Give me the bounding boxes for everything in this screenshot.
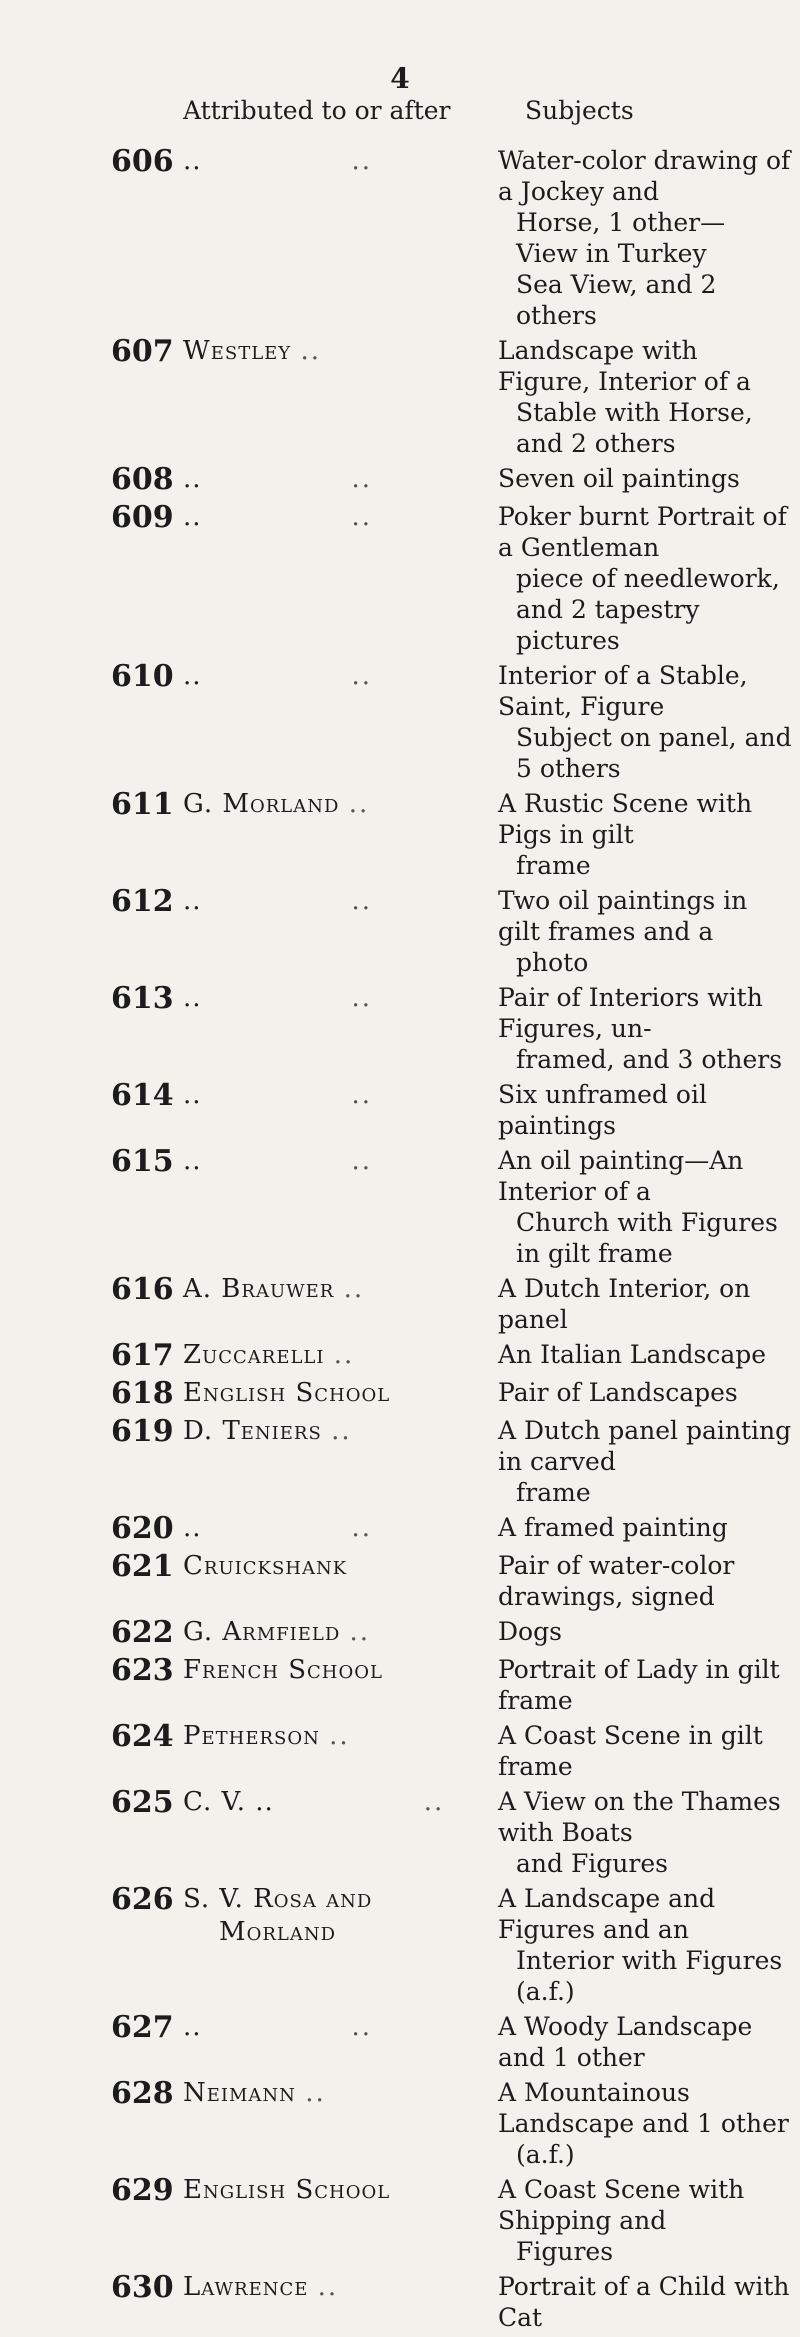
subject-line: Interior with Figures (a.f.)	[516, 1946, 783, 2006]
column-header-subjects: Subjects	[525, 96, 634, 125]
attribution-text-line2: Morland	[219, 1917, 337, 1947]
lot-number: 623	[111, 1653, 174, 1688]
lot-row	[0, 1616, 800, 1650]
subject-line: A Mountainous Landscape and 1 other	[498, 2078, 789, 2138]
subject-line: Dogs	[498, 1617, 562, 1646]
lot-subject	[498, 1145, 800, 1269]
lot-number: 621	[111, 1549, 174, 1584]
lot-row	[0, 1654, 800, 1716]
subject-line: Figures	[516, 2237, 614, 2266]
lot-number: 622	[111, 1615, 174, 1650]
lot-row	[0, 2174, 800, 2267]
lot-subject	[498, 660, 800, 784]
subject-line: An Italian Landscape	[498, 1340, 767, 1369]
attribution-text: ..	[183, 1080, 202, 1110]
leader-dots: ..	[348, 789, 370, 819]
lot-row	[0, 1079, 800, 1141]
lot-number: 616	[111, 1272, 174, 1307]
lot-number: 619	[111, 1414, 174, 1449]
lot-number: 618	[111, 1376, 174, 1411]
leader-dots: ..	[351, 146, 373, 176]
subject-line: (a.f.)	[516, 2140, 575, 2169]
lot-subject	[498, 788, 800, 881]
attribution-text: ..	[183, 1513, 202, 1543]
lot-attribution	[183, 1654, 498, 1687]
lot-row	[0, 145, 800, 331]
attribution-text: ..	[183, 2012, 202, 2042]
lot-subject	[498, 2271, 800, 2333]
lot-number: 607	[111, 334, 174, 369]
lot-attribution	[183, 1786, 498, 1819]
subject-line: frame	[516, 851, 591, 880]
attribution-text: G. Morland	[183, 789, 340, 819]
subject-line: Stable with Horse, and 2 others	[516, 398, 753, 458]
subject-line: A View on the Thames with Boats	[498, 1787, 781, 1847]
lot-subject	[498, 982, 800, 1075]
lot-attribution	[183, 2011, 498, 2044]
lot-number: 629	[111, 2173, 174, 2208]
attribution-text: ..	[183, 502, 202, 532]
lot-number: 630	[111, 2270, 174, 2305]
lot-subject	[498, 335, 800, 459]
lot-subject	[498, 2174, 800, 2267]
lot-number: 614	[111, 1078, 174, 1113]
lot-row	[0, 335, 800, 459]
leader-dots: ..	[331, 1416, 352, 1446]
subject-line: Pair of Interiors with Figures, un-	[498, 983, 763, 1043]
lot-row	[0, 1720, 800, 1782]
lot-subject	[498, 1616, 800, 1647]
lot-subject	[498, 2077, 800, 2170]
lot-attribution	[183, 788, 498, 821]
leader-dots: ..	[329, 1721, 350, 1751]
lot-number: 612	[111, 884, 174, 919]
subject-line: Portrait of a Child with Cat	[498, 2272, 790, 2332]
leader-dots: ..	[351, 983, 373, 1013]
subject-line: photo	[516, 948, 589, 977]
column-header-attributed: Attributed to or after	[183, 96, 451, 125]
lot-number: 624	[111, 1719, 174, 1754]
lot-attribution	[183, 1616, 498, 1649]
lot-attribution	[183, 1079, 498, 1112]
subject-line: Pair of Landscapes	[498, 1378, 738, 1407]
lot-attribution	[183, 1720, 498, 1753]
subject-line: Two oil paintings in gilt frames and a	[498, 886, 748, 946]
subject-line: A Coast Scene in gilt frame	[498, 1721, 763, 1781]
lot-attribution	[183, 982, 498, 1015]
subject-line: A Landscape and Figures and an	[498, 1884, 716, 1944]
subject-line: A Coast Scene with Shipping and	[498, 2175, 745, 2235]
lot-number: 626	[111, 1882, 174, 1917]
subject-line: framed, and 3 others	[516, 1045, 783, 1074]
lot-number: 628	[111, 2076, 174, 2111]
lot-row	[0, 1273, 800, 1335]
lot-attribution	[183, 1339, 498, 1372]
attribution-text: English School	[183, 1378, 391, 1408]
lot-row	[0, 501, 800, 656]
leader-dots: ..	[423, 1787, 445, 1817]
attribution-text: Petherson	[183, 1721, 320, 1751]
lot-number: 608	[111, 462, 174, 497]
lot-number: 615	[111, 1144, 174, 1179]
lot-row	[0, 463, 800, 497]
lot-subject	[498, 1720, 800, 1782]
leader-dots: ..	[349, 1617, 371, 1647]
lot-subject	[498, 1786, 800, 1879]
lot-number: 609	[111, 500, 174, 535]
lot-subject	[498, 1377, 800, 1408]
lot-row	[0, 1550, 800, 1612]
attribution-text: English School	[183, 2175, 391, 2205]
lot-number: 610	[111, 659, 174, 694]
lot-number: 611	[111, 787, 174, 822]
lot-subject	[498, 1079, 800, 1141]
attribution-text: ..	[183, 1146, 202, 1176]
lot-subject	[498, 1883, 800, 2007]
lot-attribution	[183, 1145, 498, 1178]
lot-row	[0, 2271, 800, 2333]
lot-attribution	[183, 1512, 498, 1545]
lot-row	[0, 982, 800, 1075]
subject-line: A Dutch Interior, on panel	[498, 1274, 751, 1334]
leader-dots: ..	[351, 1080, 373, 1110]
leader-dots: ..	[351, 2012, 373, 2042]
subject-line: A Dutch panel painting in carved	[498, 1416, 792, 1476]
lot-subject	[498, 885, 800, 978]
leader-dots: ..	[351, 661, 373, 691]
leader-dots: ..	[305, 2078, 326, 2108]
attribution-text: G. Armfield	[183, 1617, 341, 1647]
lot-subject	[498, 1273, 800, 1335]
subject-line: A Rustic Scene with Pigs in gilt	[498, 789, 753, 849]
attribution-text: ..	[183, 464, 202, 494]
subject-line: Horse, 1 other— View in Turkey	[516, 208, 726, 268]
attribution-text: Cruickshank	[183, 1551, 348, 1581]
lot-number: 617	[111, 1338, 174, 1373]
subject-line: Church with Figures in gilt frame	[516, 1208, 778, 1268]
catalogue-list	[0, 145, 800, 2337]
attribution-text: Zuccarelli	[183, 1340, 325, 1370]
subject-line: pictures	[516, 626, 620, 655]
attribution-text: ..	[183, 146, 202, 176]
lot-row	[0, 2077, 800, 2170]
attribution-text: S. V. Rosa and	[183, 1884, 373, 1914]
lot-row	[0, 1786, 800, 1879]
attribution-text: Lawrence	[183, 2272, 309, 2302]
subject-line: Interior of a Stable, Saint, Figure	[498, 661, 748, 721]
lot-number: 606	[111, 144, 174, 179]
leader-dots: ..	[317, 2272, 339, 2302]
subject-line: Subject on panel, and 5 others	[516, 723, 792, 783]
attribution-text: A. Brauwer	[183, 1274, 335, 1304]
leader-dots: ..	[351, 1513, 373, 1543]
lot-attribution	[183, 463, 498, 496]
lot-subject	[498, 2011, 800, 2073]
lot-subject	[498, 1512, 800, 1543]
lot-attribution	[183, 145, 498, 178]
lot-number: 625	[111, 1785, 174, 1820]
subject-line: Six unframed oil paintings	[498, 1080, 707, 1140]
subject-line: Sea View, and 2 others	[516, 270, 717, 330]
lot-row	[0, 1415, 800, 1508]
subject-line: An oil painting—An Interior of a	[498, 1146, 744, 1206]
lot-subject	[498, 1550, 800, 1612]
subject-line: and Figures	[516, 1849, 668, 1878]
subject-line: Water-color drawing of a Jockey and	[498, 146, 791, 206]
lot-row	[0, 1339, 800, 1373]
lot-attribution	[183, 1550, 498, 1583]
leader-dots: ..	[333, 1340, 355, 1370]
attribution-text: ..	[183, 886, 202, 916]
attribution-text: C. V. ..	[183, 1787, 274, 1817]
leader-dots: ..	[300, 336, 321, 366]
subject-line: Portrait of Lady in gilt frame	[498, 1655, 780, 1715]
subject-line: A Woody Landscape and 1 other	[498, 2012, 753, 2072]
subject-line: piece of needlework, and 2 tapestry	[516, 564, 780, 624]
lot-row	[0, 1377, 800, 1411]
lot-row	[0, 1883, 800, 2007]
lot-attribution	[183, 885, 498, 918]
lot-attribution	[183, 1273, 498, 1306]
lot-attribution	[183, 2077, 498, 2110]
lot-attribution	[183, 660, 498, 693]
lot-attribution	[183, 1377, 498, 1410]
attribution-text: Neimann	[183, 2078, 296, 2108]
lot-subject	[498, 145, 800, 331]
page-number: 4	[390, 62, 410, 95]
lot-row	[0, 1145, 800, 1269]
subject-line: A framed painting	[498, 1513, 728, 1542]
subject-line: frame	[516, 1478, 591, 1507]
lot-number: 613	[111, 981, 174, 1016]
lot-number: 620	[111, 1511, 174, 1546]
attribution-text: D. Teniers	[183, 1416, 322, 1446]
leader-dots: ..	[343, 1274, 365, 1304]
leader-dots: ..	[351, 1146, 373, 1176]
lot-attribution	[183, 1883, 498, 1949]
lot-row	[0, 885, 800, 978]
lot-row	[0, 1512, 800, 1546]
lot-attribution	[183, 501, 498, 534]
attribution-text: ..	[183, 983, 202, 1013]
lot-row	[0, 788, 800, 881]
lot-subject	[498, 1415, 800, 1508]
lot-row	[0, 2011, 800, 2073]
subject-line: Landscape with Figure, Interior of a	[498, 336, 751, 396]
leader-dots: ..	[351, 502, 373, 532]
lot-subject	[498, 501, 800, 656]
leader-dots: ..	[351, 886, 373, 916]
lot-number: 627	[111, 2010, 174, 2045]
lot-attribution	[183, 2174, 498, 2207]
attribution-text: Westley	[183, 336, 292, 366]
attribution-text: French School	[183, 1655, 383, 1685]
lot-attribution	[183, 1415, 498, 1448]
attribution-text: ..	[183, 661, 202, 691]
lot-attribution	[183, 2271, 498, 2304]
subject-line: Seven oil paintings	[498, 464, 740, 493]
lot-subject	[498, 463, 800, 494]
subject-line: Poker burnt Portrait of a Gentleman	[498, 502, 787, 562]
leader-dots: ..	[351, 464, 373, 494]
lot-row	[0, 660, 800, 784]
subject-line: Pair of water-color drawings, signed	[498, 1551, 735, 1611]
lot-subject	[498, 1339, 800, 1370]
lot-subject	[498, 1654, 800, 1716]
lot-attribution	[183, 335, 498, 368]
